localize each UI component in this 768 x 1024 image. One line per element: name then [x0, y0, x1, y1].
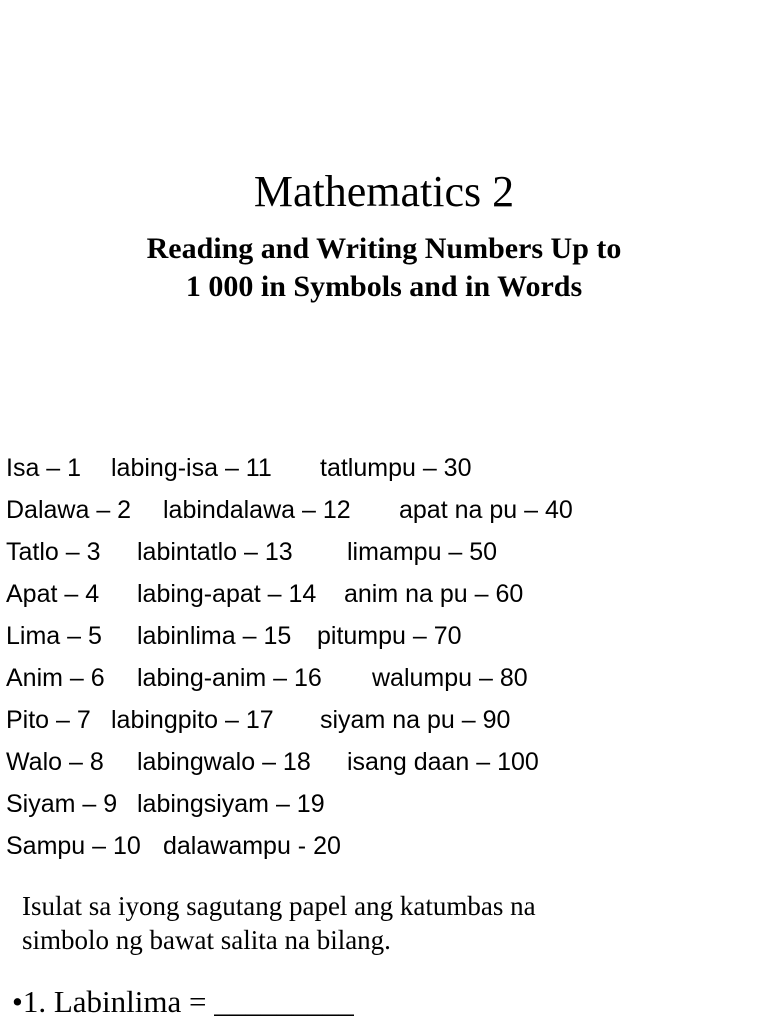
teens-cell: dalawampu - 20 [163, 832, 341, 860]
instruction-line-1: Isulat sa iyong sagutang papel ang katumbas na [22, 891, 536, 921]
ones-cell: Siyam – 9 [6, 790, 118, 818]
instruction-line-2: simbolo ng bawat salita na bilang. [22, 925, 391, 955]
bullet: • [12, 984, 23, 1019]
exercise-item [12, 982, 354, 1022]
ones-cell: Dalawa – 2 [6, 496, 132, 524]
teens-cell: labing-apat – 14 [137, 580, 317, 608]
instruction-text [22, 889, 536, 957]
subtitle-line-1: Reading and Writing Numbers Up to [146, 232, 622, 265]
tens-cell: apat na pu – 40 [399, 496, 573, 524]
teens-cell: labintatlo – 13 [137, 538, 293, 566]
subtitle-line-2: 1 000 in Symbols and in Words [185, 270, 583, 303]
ones-cell: Tatlo – 3 [6, 538, 101, 566]
tens-cell: tatlumpu – 30 [320, 454, 472, 482]
ones-cell: Walo – 8 [6, 748, 104, 776]
ones-cell: Pito – 7 [6, 706, 91, 734]
page-title: Mathematics 2 [253, 167, 515, 216]
tens-cell: anim na pu – 60 [344, 580, 524, 608]
tens-cell: limampu – 50 [347, 538, 498, 566]
tens-cell: isang daan – 100 [347, 748, 539, 776]
tens-cell: siyam na pu – 90 [320, 706, 511, 734]
teens-cell: labingsiyam – 19 [137, 790, 325, 818]
ones-cell: Isa – 1 [6, 454, 82, 482]
teens-cell: labingpito – 17 [111, 706, 274, 734]
teens-cell: labing-anim – 16 [137, 664, 322, 692]
teens-cell: labindalawa – 12 [163, 496, 351, 524]
tens-cell: pitumpu – 70 [317, 622, 462, 650]
teens-cell: labingwalo – 18 [137, 748, 311, 776]
tens-cell: walumpu – 80 [372, 664, 528, 692]
page-subtitle [0, 230, 768, 306]
teens-cell: labing-isa – 11 [111, 454, 272, 482]
teens-cell: labinlima – 15 [137, 622, 292, 650]
ones-cell: Anim – 6 [6, 664, 105, 692]
ones-cell: Lima – 5 [6, 622, 102, 650]
exercise-item-text: 1. Labinlima = _________ [22, 984, 354, 1019]
ones-cell: Apat – 4 [6, 580, 100, 608]
ones-cell: Sampu – 10 [6, 832, 141, 860]
